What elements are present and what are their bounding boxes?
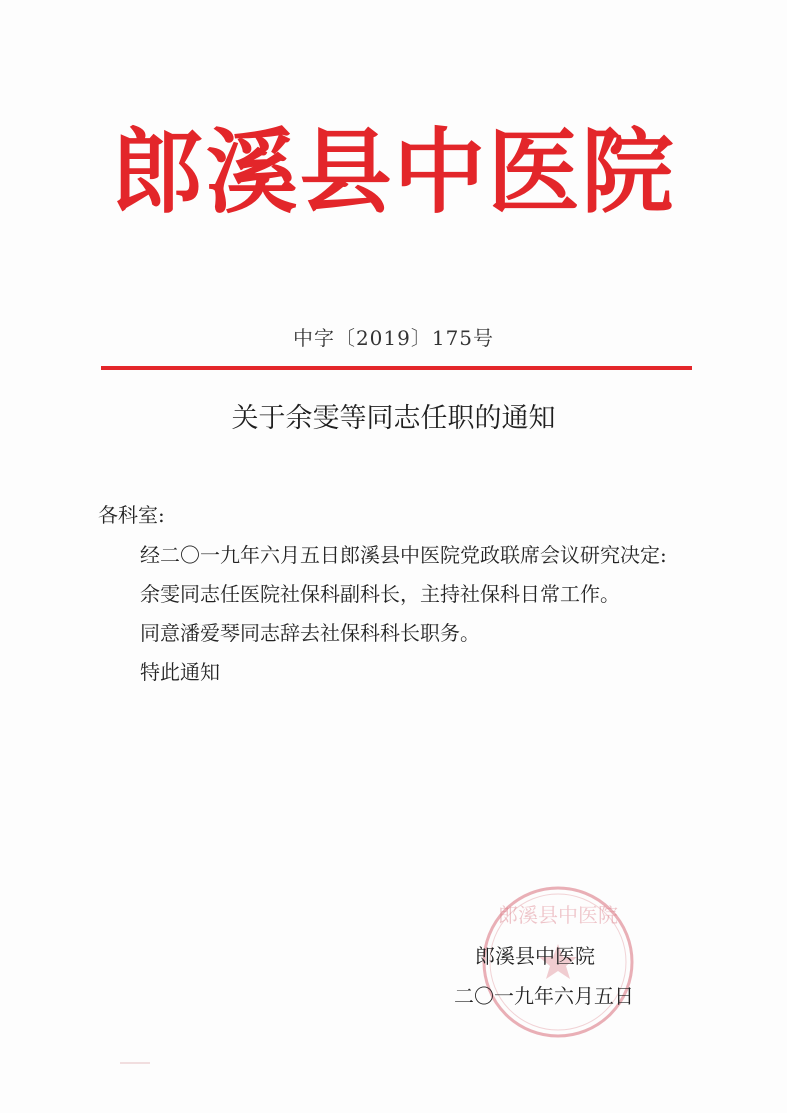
paragraph-closing: 特此通知 — [140, 660, 220, 684]
document-body — [98, 496, 698, 692]
red-divider-line — [101, 366, 692, 370]
document-title: 关于余雯等同志任职的通知 — [231, 403, 556, 434]
svg-text:郎溪县中医院: 郎溪县中医院 — [498, 903, 618, 927]
paragraph-appointment: 余雯同志任医院社保科副科长，主持社保科日常工作。 — [140, 582, 620, 606]
paragraph-decision: 经二〇一九年六月五日郎溪县中医院党政联席会议研究决定: — [140, 543, 667, 567]
document-number: 中字〔2019〕175号 — [292, 326, 495, 350]
scan-artifact — [120, 1062, 150, 1064]
paragraph-resignation: 同意潘爱琴同志辞去社保科科长职务。 — [140, 621, 480, 645]
signature-organization: 郎溪县中医院 — [475, 944, 595, 968]
signature-date: 二〇一九年六月五日 — [454, 984, 634, 1008]
salutation: 各科室: — [98, 503, 165, 527]
issuer-header: 郎溪县中医院 — [111, 119, 676, 226]
